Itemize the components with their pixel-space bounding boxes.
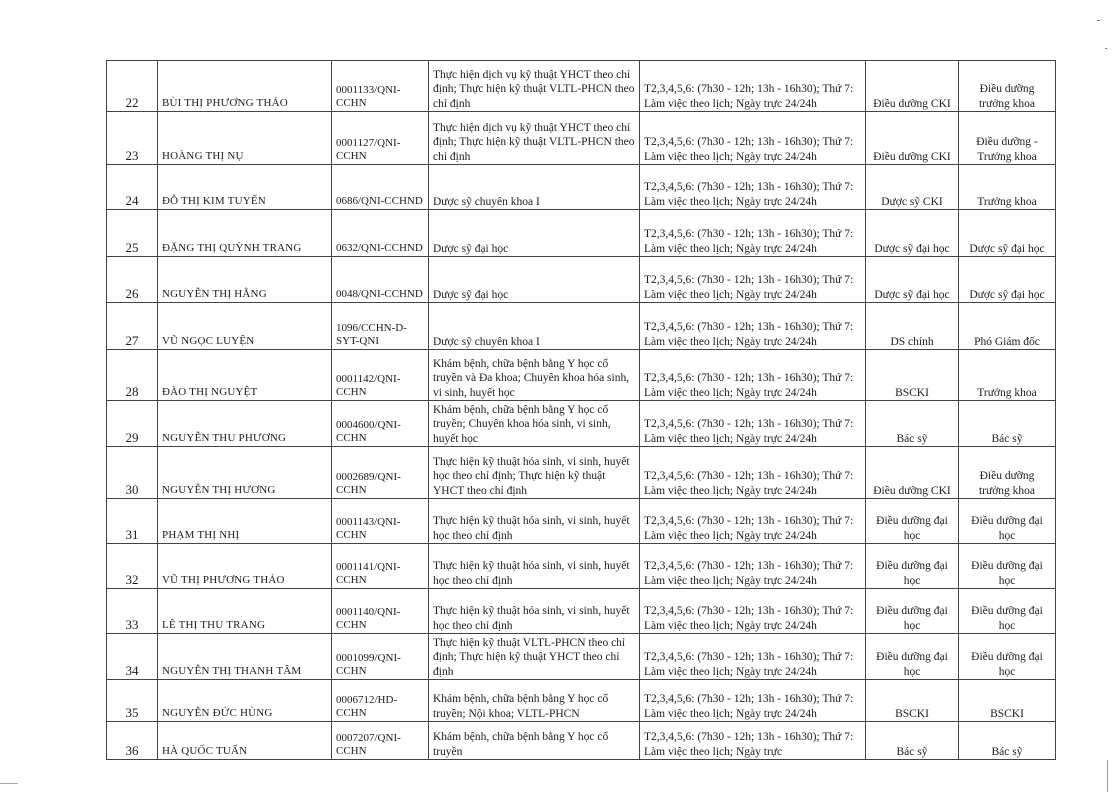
practice-scope: Khám bệnh, chữa bệnh bằng Y học cổ truyền; Nội khoa; VLTL-PHCN <box>429 680 640 722</box>
row-number: 35 <box>107 680 158 722</box>
job-position: Phó Giám đốc <box>959 303 1056 350</box>
working-hours: T2,3,4,5,6: (7h30 - 12h; 13h - 16h30); Thứ 7: Làm việc theo lịch; Ngày trực 24/24h <box>640 257 866 303</box>
working-hours: T2,3,4,5,6: (7h30 - 12h; 13h - 16h30); Thứ 7: Làm việc theo lịch; Ngày trực 24/24h <box>640 350 866 401</box>
practice-scope: Thực hiện kỹ thuật VLTL-PHCN theo chỉ định; Thực hiện kỹ thuật YHCT theo chỉ định <box>429 634 640 680</box>
professional-title: Dược sỹ đại học <box>866 210 959 257</box>
staff-name: NGUYỄN THU PHƯƠNG <box>158 401 332 447</box>
row-number: 34 <box>107 634 158 680</box>
job-position: Trưởng khoa <box>959 165 1056 210</box>
professional-title: Điều dưỡng CKI <box>866 61 959 112</box>
table-row <box>107 634 1056 680</box>
table-row <box>107 210 1056 257</box>
staff-name: HOÀNG THỊ NỤ <box>158 112 332 165</box>
scan-artifact <box>1105 48 1107 49</box>
row-number: 23 <box>107 112 158 165</box>
staff-name: ĐẶNG THỊ QUỲNH TRANG <box>158 210 332 257</box>
job-position: Điều dưỡng - Trưởng khoa <box>959 112 1056 165</box>
row-number: 26 <box>107 257 158 303</box>
staff-name: NGUYỄN THỊ THANH TÂM <box>158 634 332 680</box>
table-row <box>107 499 1056 544</box>
certificate-number: 0004600/QNI-CCHN <box>332 401 429 447</box>
practice-scope: Thực hiện kỹ thuật hóa sinh, vi sinh, huyết học theo chỉ định <box>429 499 640 544</box>
staff-name: ĐÀO THỊ NGUYỆT <box>158 350 332 401</box>
staff-name: HÀ QUỐC TUẤN <box>158 722 332 760</box>
certificate-number: 0001140/QNI-CCHN <box>332 589 429 634</box>
staff-name: NGUYỄN THỊ HẰNG <box>158 257 332 303</box>
certificate-number: 0048/QNI-CCHND <box>332 257 429 303</box>
table-row <box>107 722 1056 760</box>
professional-title: Điều dưỡng CKI <box>866 447 959 499</box>
professional-title: Điều dưỡng đại học <box>866 589 959 634</box>
working-hours: T2,3,4,5,6: (7h30 - 12h; 13h - 16h30); Thứ 7: Làm việc theo lịch; Ngày trực 24/24h <box>640 589 866 634</box>
practice-scope: Thực hiện kỹ thuật hóa sinh, vi sinh, huyết học theo chỉ định <box>429 544 640 589</box>
working-hours: T2,3,4,5,6: (7h30 - 12h; 13h - 16h30); Thứ 7: Làm việc theo lịch; Ngày trực 24/24h <box>640 61 866 112</box>
working-hours: T2,3,4,5,6: (7h30 - 12h; 13h - 16h30); Thứ 7: Làm việc theo lịch; Ngày trực <box>640 722 866 760</box>
professional-title: BSCKI <box>866 680 959 722</box>
table-row <box>107 350 1056 401</box>
working-hours: T2,3,4,5,6: (7h30 - 12h; 13h - 16h30); Thứ 7: Làm việc theo lịch; Ngày trực 24/24h <box>640 210 866 257</box>
certificate-number: 0002689/QNI-CCHN <box>332 447 429 499</box>
practice-scope: Thực hiện kỹ thuật hóa sinh, vi sinh, huyết học theo chỉ định; Thực hiện kỹ thuật YHCT theo chỉ định <box>429 447 640 499</box>
practice-scope: Khám bệnh, chữa bệnh bằng Y học cổ truyền; Chuyên khoa hóa sinh, vi sinh, huyết học <box>429 401 640 447</box>
staff-name: ĐỖ THỊ KIM TUYẾN <box>158 165 332 210</box>
certificate-number: 0001099/QNI-CCHN <box>332 634 429 680</box>
row-number: 32 <box>107 544 158 589</box>
professional-title: Điều dưỡng đại học <box>866 634 959 680</box>
row-number: 36 <box>107 722 158 760</box>
certificate-number: 0686/QNI-CCHND <box>332 165 429 210</box>
row-number: 33 <box>107 589 158 634</box>
practice-scope: Dược sỹ chuyên khoa I <box>429 165 640 210</box>
scan-artifact <box>1107 760 1108 792</box>
row-number: 27 <box>107 303 158 350</box>
practice-scope: Khám bệnh, chữa bệnh bằng Y học cổ truyền và Đa khoa; Chuyên khoa hóa sinh, vi sinh, huyết học <box>429 350 640 401</box>
professional-title: Bác sỹ <box>866 722 959 760</box>
job-position: Trưởng khoa <box>959 350 1056 401</box>
practice-scope: Thực hiện kỹ thuật hóa sinh, vi sinh, huyết học theo chỉ định <box>429 589 640 634</box>
table-row <box>107 680 1056 722</box>
working-hours: T2,3,4,5,6: (7h30 - 12h; 13h - 16h30); Thứ 7: Làm việc theo lịch; Ngày trực 24/24h <box>640 303 866 350</box>
staff-name: NGUYỄN ĐỨC HÙNG <box>158 680 332 722</box>
row-number: 24 <box>107 165 158 210</box>
certificate-number: 0007207/QNI-CCHN <box>332 722 429 760</box>
job-position: Điều dưỡng đại học <box>959 544 1056 589</box>
row-number: 30 <box>107 447 158 499</box>
table-row <box>107 112 1056 165</box>
table-row <box>107 61 1056 112</box>
practice-scope: Dược sỹ đại học <box>429 210 640 257</box>
scan-artifact <box>0 783 18 784</box>
job-position: BSCKI <box>959 680 1056 722</box>
certificate-number: 0632/QNI-CCHND <box>332 210 429 257</box>
table-row <box>107 544 1056 589</box>
practice-scope: Khám bệnh, chữa bệnh bằng Y học cổ truyền <box>429 722 640 760</box>
practice-scope: Thực hiện dịch vụ kỹ thuật YHCT theo chỉ định; Thực hiện kỹ thuật VLTL-PHCN theo chỉ định <box>429 112 640 165</box>
practice-scope: Dược sỹ chuyên khoa I <box>429 303 640 350</box>
professional-title: Điều dưỡng đại học <box>866 499 959 544</box>
certificate-number: 0001141/QNI-CCHN <box>332 544 429 589</box>
working-hours: T2,3,4,5,6: (7h30 - 12h; 13h - 16h30); Thứ 7: Làm việc theo lịch; Ngày trực 24/24h <box>640 165 866 210</box>
professional-title: Điều dưỡng đại học <box>866 544 959 589</box>
certificate-number: 0001127/QNI-CCHN <box>332 112 429 165</box>
certificate-number: 0001133/QNI-CCHN <box>332 61 429 112</box>
professional-title: BSCKI <box>866 350 959 401</box>
job-position: Điều dưỡng đại học <box>959 589 1056 634</box>
staff-name: VŨ THỊ PHƯƠNG THẢO <box>158 544 332 589</box>
table-row <box>107 589 1056 634</box>
certificate-number: 0006712/HD-CCHN <box>332 680 429 722</box>
certificate-number: 1096/CCHN-D-SYT-QNI <box>332 303 429 350</box>
row-number: 31 <box>107 499 158 544</box>
table-row <box>107 447 1056 499</box>
table-row <box>107 401 1056 447</box>
row-number: 29 <box>107 401 158 447</box>
row-number: 25 <box>107 210 158 257</box>
job-position: Điều dưỡng đại học <box>959 634 1056 680</box>
working-hours: T2,3,4,5,6: (7h30 - 12h; 13h - 16h30); Thứ 7: Làm việc theo lịch; Ngày trực 24/24h <box>640 112 866 165</box>
scan-artifact <box>1097 20 1100 21</box>
practice-scope: Thực hiện dịch vụ kỹ thuật YHCT theo chỉ định; Thực hiện kỹ thuật VLTL-PHCN theo chỉ định <box>429 61 640 112</box>
staff-name: BÙI THỊ PHƯƠNG THẢO <box>158 61 332 112</box>
job-position: Điều dưỡng trưởng khoa <box>959 447 1056 499</box>
job-position: Bác sỹ <box>959 722 1056 760</box>
working-hours: T2,3,4,5,6: (7h30 - 12h; 13h - 16h30); Thứ 7: Làm việc theo lịch; Ngày trực 24/24h <box>640 680 866 722</box>
professional-title: DS chính <box>866 303 959 350</box>
row-number: 28 <box>107 350 158 401</box>
professional-title: Dược sỹ CKI <box>866 165 959 210</box>
working-hours: T2,3,4,5,6: (7h30 - 12h; 13h - 16h30); Thứ 7: Làm việc theo lịch; Ngày trực 24/24h <box>640 499 866 544</box>
table-row <box>107 165 1056 210</box>
professional-title: Dược sỹ đại học <box>866 257 959 303</box>
working-hours: T2,3,4,5,6: (7h30 - 12h; 13h - 16h30); Thứ 7: Làm việc theo lịch; Ngày trực 24/24h <box>640 634 866 680</box>
working-hours: T2,3,4,5,6: (7h30 - 12h; 13h - 16h30); Thứ 7: Làm việc theo lịch; Ngày trực 24/24h <box>640 447 866 499</box>
practice-scope: Dược sỹ đại học <box>429 257 640 303</box>
staff-name: NGUYỄN THỊ HƯƠNG <box>158 447 332 499</box>
staff-name: PHẠM THỊ NHỊ <box>158 499 332 544</box>
certificate-number: 0001143/QNI-CCHN <box>332 499 429 544</box>
job-position: Bác sỹ <box>959 401 1056 447</box>
staff-table <box>106 60 1056 760</box>
job-position: Dược sỹ đại học <box>959 257 1056 303</box>
professional-title: Bác sỹ <box>866 401 959 447</box>
job-position: Điều dưỡng đại học <box>959 499 1056 544</box>
staff-name: LÊ THỊ THU TRANG <box>158 589 332 634</box>
table-row <box>107 257 1056 303</box>
professional-title: Điều dưỡng CKI <box>866 112 959 165</box>
working-hours: T2,3,4,5,6: (7h30 - 12h; 13h - 16h30); Thứ 7: Làm việc theo lịch; Ngày trực 24/24h <box>640 401 866 447</box>
table-row <box>107 303 1056 350</box>
row-number: 22 <box>107 61 158 112</box>
staff-name: VŨ NGỌC LUYỆN <box>158 303 332 350</box>
working-hours: T2,3,4,5,6: (7h30 - 12h; 13h - 16h30); Thứ 7: Làm việc theo lịch; Ngày trực 24/24h <box>640 544 866 589</box>
job-position: Dược sỹ đại học <box>959 210 1056 257</box>
certificate-number: 0001142/QNI-CCHN <box>332 350 429 401</box>
job-position: Điều dưỡng trưởng khoa <box>959 61 1056 112</box>
staff-table-body <box>107 61 1056 760</box>
